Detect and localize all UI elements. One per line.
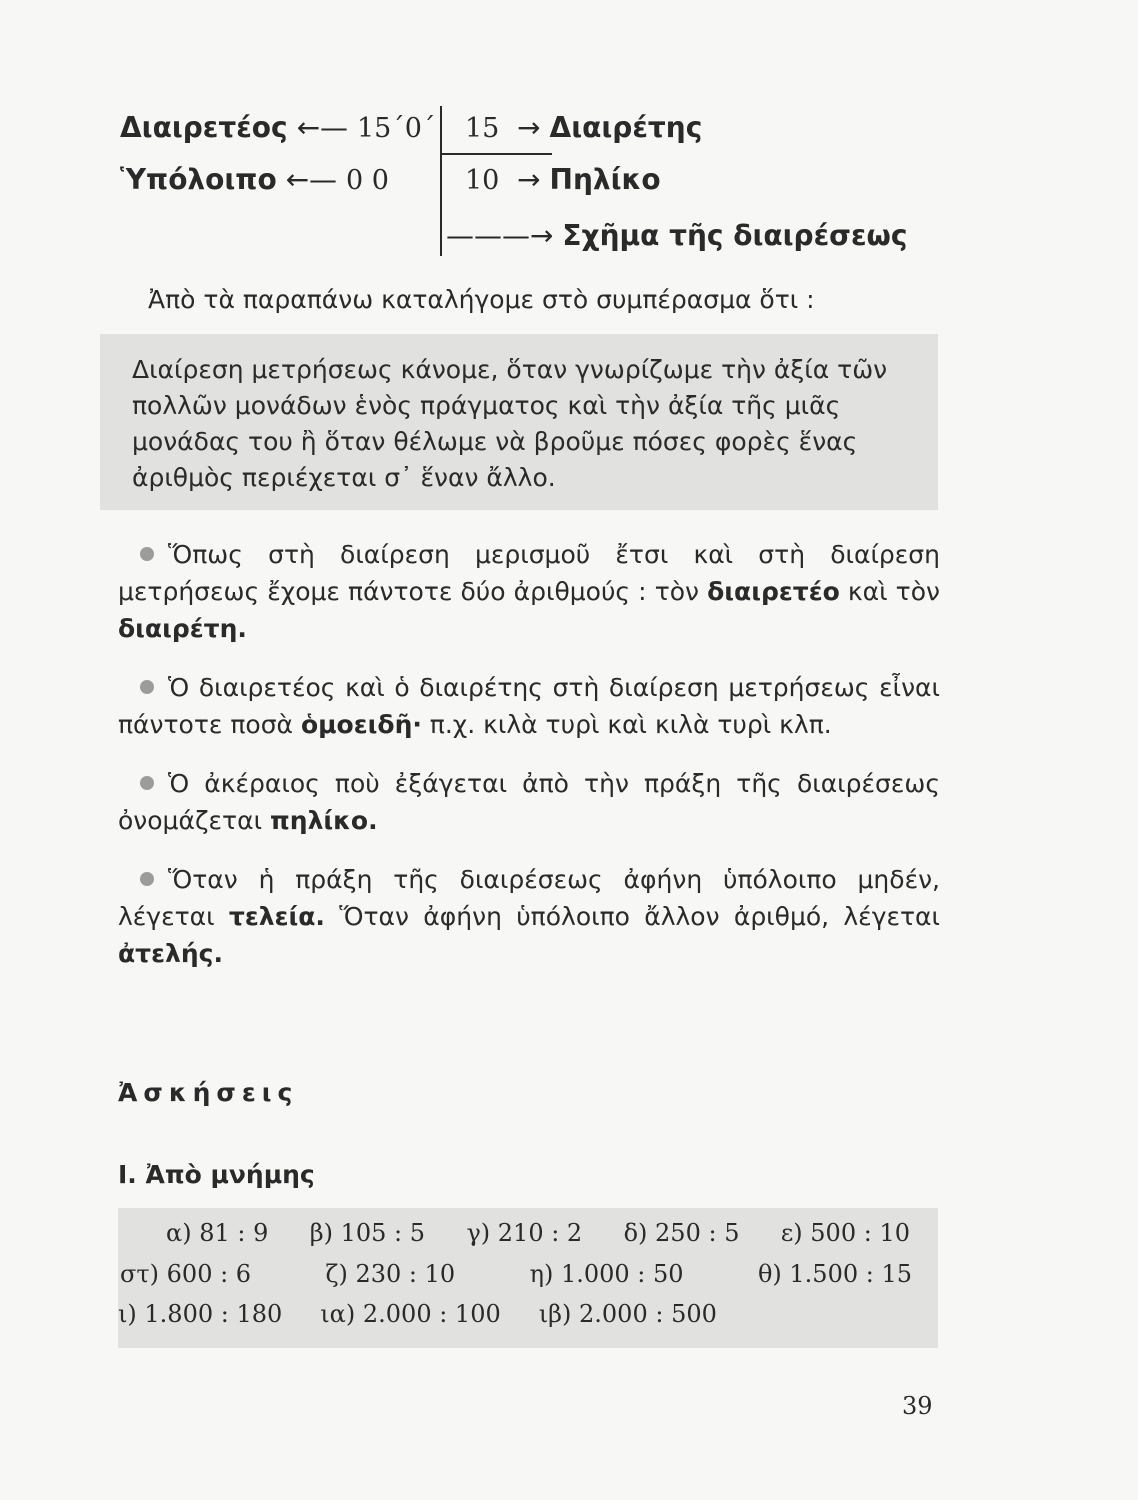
bullet-bold-term: διαιρετέο <box>707 577 840 606</box>
divisor-label: Διαιρέτης <box>549 111 703 144</box>
bullet-text: Ὅπως στὴ διαίρεση μερισμοῦ ἔτσι καὶ στὴ διαίρεση μετρήσεως ἔχομε πάντοτε δύο ἀριθμούς : τὸν <box>118 540 940 606</box>
bullet-bold-term: ἀτελής. <box>118 939 223 968</box>
bullet-item <box>118 861 940 972</box>
exercise-item: β) 105 : 5 <box>309 1219 426 1247</box>
page-number: 39 <box>902 1392 933 1420</box>
remainder-value: 0 0 <box>345 165 389 196</box>
bullet-item <box>118 765 940 839</box>
quotient-arrow: → <box>517 163 541 196</box>
division-vertical-line <box>440 106 442 256</box>
exercise-row <box>118 1297 910 1331</box>
exercise-item: στ) 600 : 6 <box>120 1260 252 1288</box>
bullet-text: Ὁ ἀκέραιος ποὺ ἐξάγεται ἀπὸ τὴν πράξη τῆς διαιρέσεως ὀνομάζεται <box>118 769 940 835</box>
memory-subheading: Ι. Ἀπὸ μνήμης <box>118 1160 315 1189</box>
shape-row <box>446 216 907 256</box>
exercise-item: δ) 250 : 5 <box>623 1219 740 1247</box>
bullet-bold-term: διαιρέτη. <box>118 614 247 643</box>
exercise-item: ιβ) 2.000 : 500 <box>538 1300 717 1328</box>
bullet-item <box>118 669 940 743</box>
division-diagram <box>120 104 940 264</box>
bullet-dot-icon <box>140 872 154 886</box>
division-horizontal-line <box>442 153 552 155</box>
quotient-value: 10 <box>465 165 500 196</box>
exercises-heading: Ἀσκήσεις <box>118 1078 299 1107</box>
intro-sentence: Ἀπὸ τὰ παραπάνω καταλήγομε στὸ συμπέρασμα ὅτι : <box>148 285 815 314</box>
dividend-label: Διαιρετέος <box>120 111 288 144</box>
bullet-text: π.χ. κιλὰ τυρὶ καὶ κιλὰ τυρὶ κλπ. <box>421 710 832 739</box>
bullet-bold-term: τελεία. <box>228 902 325 931</box>
exercise-row <box>118 1257 912 1291</box>
shape-label: Σχῆμα τῆς διαιρέσεως <box>562 219 908 252</box>
dividend-value: 15΄0΄ <box>356 113 436 144</box>
exercise-item: γ) 210 : 2 <box>466 1219 583 1247</box>
dividend-arrow: ←— <box>296 111 349 144</box>
exercise-box <box>118 1208 938 1348</box>
remainder-arrow: ←— <box>285 163 338 196</box>
exercise-item: ι) 1.800 : 180 <box>118 1300 283 1328</box>
bullet-text: καὶ τὸν <box>839 577 940 606</box>
quotient-row <box>465 160 661 201</box>
divisor-arrow: → <box>517 111 541 144</box>
bullet-text: Ὅταν ἀφήνη ὑπόλοιπο ἄλλον ἀριθμό, λέγεται <box>324 902 940 931</box>
remainder-row <box>120 160 389 201</box>
dividend-row <box>120 108 435 149</box>
bullet-text: Ὁ διαιρετέος καὶ ὁ διαιρέτης στὴ διαίρεση μετρήσεως εἶναι πάντοτε ποσὰ <box>118 673 940 739</box>
bullet-dot-icon <box>140 547 154 561</box>
bullet-bold-term: πηλίκο. <box>270 806 378 835</box>
bullet-dot-icon <box>140 776 154 790</box>
exercise-item: η) 1.000 : 50 <box>529 1260 684 1288</box>
bullet-bold-term: ὁμοειδῆ· <box>300 710 422 739</box>
exercise-row <box>118 1216 910 1250</box>
exercise-item: θ) 1.500 : 15 <box>757 1260 912 1288</box>
exercise-item: α) 81 : 9 <box>166 1219 269 1247</box>
definition-text: Διαίρεση μετρήσεως κάνομε, ὅταν γνωρίζωμε τὴν ἀξία τῶν πολλῶν μονάδων ἑνὸς πράγματος καὶ τὴν ἀξία τῆς μιᾶς μονάδας του ἢ ὅταν θέλωμε νὰ βροῦμε πόσες φορὲς ἕνας ἀριθμὸς περιέχεται σ᾽ ἕναν ἄλλο. <box>132 355 888 492</box>
shape-arrow: ———→ <box>446 219 554 252</box>
bullet-dot-icon <box>140 680 154 694</box>
bullet-text: Ὅταν ἡ πράξη τῆς διαιρέσεως ἀφήνη ὑπόλοιπο μηδέν, λέγεται <box>118 865 940 931</box>
bullet-item <box>118 536 940 647</box>
bullet-list <box>118 536 940 994</box>
divisor-row <box>465 108 702 149</box>
exercise-item: ια) 2.000 : 100 <box>320 1300 501 1328</box>
exercise-item: ε) 500 : 10 <box>780 1219 910 1247</box>
definition-box <box>100 334 938 510</box>
quotient-label: Πηλίκο <box>549 163 661 196</box>
divisor-value: 15 <box>465 113 500 144</box>
remainder-label: Ὑπόλοιπο <box>120 163 277 196</box>
exercise-item: ζ) 230 : 10 <box>325 1260 456 1288</box>
